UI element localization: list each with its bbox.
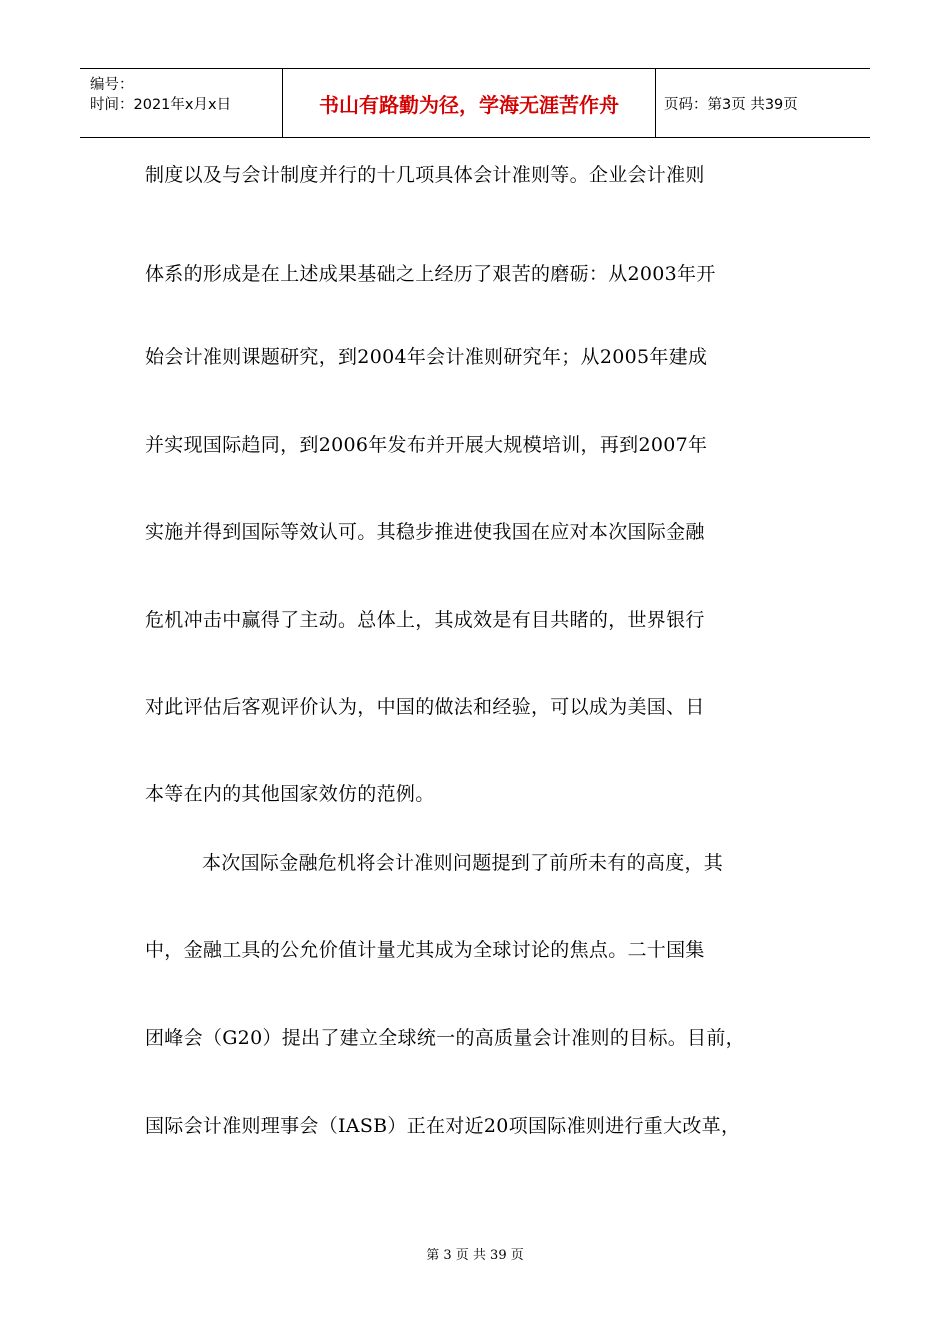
body-line: 对此评估后客观评价认为，中国的做法和经验，可以成为美国、日 xyxy=(145,696,705,718)
header-page-info: 页码：第3页 共39页 xyxy=(664,96,798,113)
body-line: 并实现国际趋同，到2006年发布并开展大规模培训，再到2007年 xyxy=(145,434,708,456)
body-line: 本等在内的其他国家效仿的范例。 xyxy=(145,783,435,805)
body-line: 团峰会（G20）提出了建立全球统一的高质量会计准则的目标。目前， xyxy=(145,1027,745,1049)
header-meta xyxy=(80,69,282,137)
paragraph-first-line: 本次国际金融危机将会计准则问题提到了前所未有的高度，其 xyxy=(202,852,724,874)
body-line: 中，金融工具的公允价值计量尤其成为全球讨论的焦点。二十国集 xyxy=(145,939,705,961)
body-line: 始会计准则课题研究，到2004年会计准则研究年；从2005年建成 xyxy=(145,346,708,368)
page-footer: 第 3 页 共 39 页 xyxy=(426,1248,524,1263)
body-line: 实施并得到国际等效认可。其稳步推进使我国在应对本次国际金融 xyxy=(145,521,705,543)
body-line: 体系的形成是在上述成果基础之上经历了艰苦的磨砺：从2003年开 xyxy=(145,263,716,285)
page-header xyxy=(80,68,870,138)
header-motto: 书山有路勤为径，学海无涯苦作舟 xyxy=(282,69,656,137)
body-line: 制度以及与会计制度并行的十几项具体会计准则等。企业会计准则 xyxy=(145,164,705,186)
body-line: 危机冲击中赢得了主动。总体上，其成效是有目共睹的，世界银行 xyxy=(145,609,705,631)
date-label: 时间：2021年x月x日 xyxy=(90,97,232,113)
serial-number-label: 编号： xyxy=(90,77,134,93)
body-line: 国际会计准则理事会（IASB）正在对近20项国际准则进行重大改革， xyxy=(145,1115,741,1137)
